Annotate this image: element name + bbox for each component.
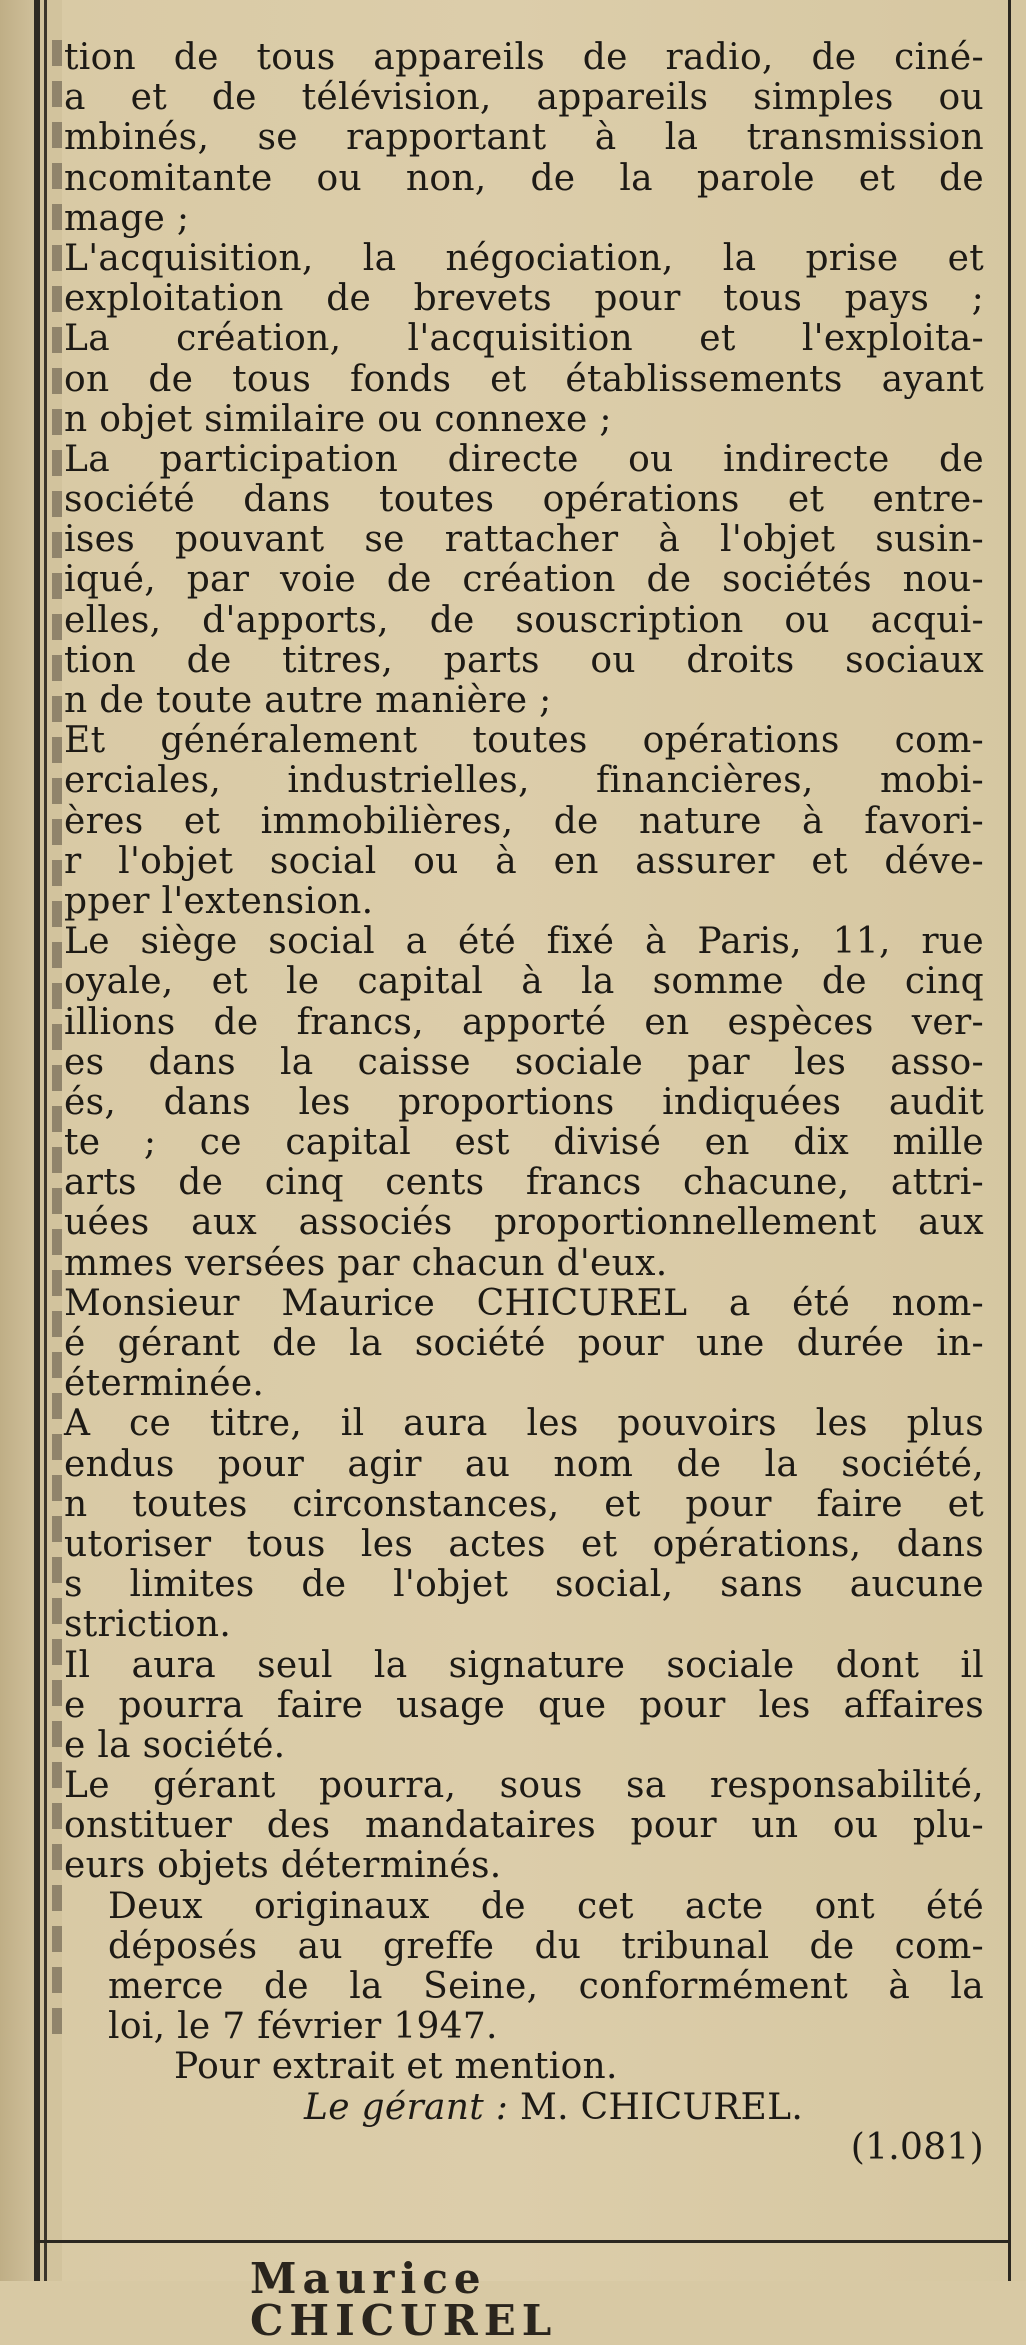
text-line: utoriser tous les actes et opérations, dans [64,1523,984,1565]
text-line: pper l'extension. [64,880,374,922]
text-line: tion de titres, parts ou droits sociaux [64,639,984,681]
text-line: La participation directe ou indirecte de [64,438,984,480]
text-line: a et de télévision, appareils simples ou [64,77,984,119]
text-line: s limites de l'objet social, sans aucune [64,1564,984,1606]
text-line: société dans toutes opérations et entre- [64,479,984,521]
text-line: é gérant de la société pour une durée in- [64,1323,984,1364]
deposit-line: déposés au greffe du tribunal de com- [108,1925,984,1967]
text-line: endus pour agir au nom de la société, [64,1443,984,1485]
text-line: Le siège social a été fixé à Paris, 11, rue [64,921,984,963]
text-line: mmes versées par chacun d'eux. [64,1242,668,1284]
text-line: arts de cinq cents francs chacune, attri- [64,1162,984,1204]
reference-number: (1.081) [850,2126,984,2168]
text-line: La création, l'acquisition et l'exploita- [64,318,984,360]
text-line: L'acquisition, la négociation, la prise et [64,237,984,279]
text-line: erciales, industrielles, financières, mobi- [64,760,984,802]
text-line: ères et immobilières, de nature à favori- [64,800,984,842]
text-line: eurs objets déterminés. [64,1845,502,1887]
text-line: mage ; [64,197,190,239]
signature-line [64,2088,984,2128]
text-line: ises pouvant se rattacher à l'objet susin- [64,519,984,561]
text-line: illions de francs, apporté en espèces ver- [64,1001,984,1043]
text-line: e pourra faire usage que pour les affaires [64,1684,984,1726]
text-line: exploitation de brevets pour tous pays ; [64,278,984,320]
text-line: n objet similaire ou connexe ; [64,398,612,440]
text-line: e la société. [64,1724,286,1766]
legal-notice-column [64,38,984,2168]
text-line: te ; ce capital est divisé en dix mille [64,1122,984,1164]
signature-role: Le gérant : [304,2086,509,2128]
text-line: és, dans les proportions indiquées audit [64,1081,984,1123]
next-article-heading [250,2254,770,2345]
deposit-line: Deux originaux de cet acte ont été [108,1885,984,1927]
text-line: on de tous fonds et établissements ayant [64,358,984,400]
text-line: A ce titre, il aura les pouvoirs les plus [64,1403,984,1445]
text-line: Le gérant pourra, sous sa responsabilité, [64,1765,984,1807]
deposit-line: merce de la Seine, conformément à la [108,1966,984,2007]
text-line: oyale, et le capital à la somme de cinq [64,961,984,1003]
text-line: n toutes circonstances, et pour faire et [64,1483,984,1525]
text-line: ncomitante ou non, de la parole et de [64,157,984,199]
text-line: n de toute autre manière ; [64,680,552,721]
closing-line: Pour extrait et mention. [174,2046,618,2088]
text-line: Et généralement toutes opérations com- [64,720,984,762]
column-rule-right [1008,0,1011,2281]
text-line: Monsieur Maurice CHICUREL a été nom- [64,1282,984,1324]
text-line: iqué, par voie de création de sociétés nou- [64,559,984,601]
text-line: onstituer des mandataires pour un ou plu- [64,1805,984,1847]
previous-column-fragments [52,40,64,2080]
text-line: Il aura seul la signature sociale dont il [64,1644,984,1686]
binding-rule [34,0,40,2281]
text-line: mbinés, se rapportant à la transmission [64,117,984,159]
text-line: éterminée. [64,1363,265,1405]
column-rule-bottom [36,2240,1008,2243]
deposit-line: loi, le 7 février 1947. [108,2006,498,2048]
text-line: elles, d'apports, de souscription ou acqui- [64,599,984,641]
binding-rule-inner [44,0,47,2281]
text-line: es dans la caisse sociale par les asso- [64,1041,984,1083]
text-line: striction. [64,1604,232,1646]
text-line: tion de tous appareils de radio, de ciné- [64,37,984,78]
text-line: uées aux associés proportionnellement aux [64,1202,984,1244]
text-line: r l'objet social ou à en assurer et déve- [64,840,984,882]
signature-name: M. CHICUREL. [519,2086,804,2128]
next-article-heading-text: Maurice CHICUREL [250,2254,558,2345]
